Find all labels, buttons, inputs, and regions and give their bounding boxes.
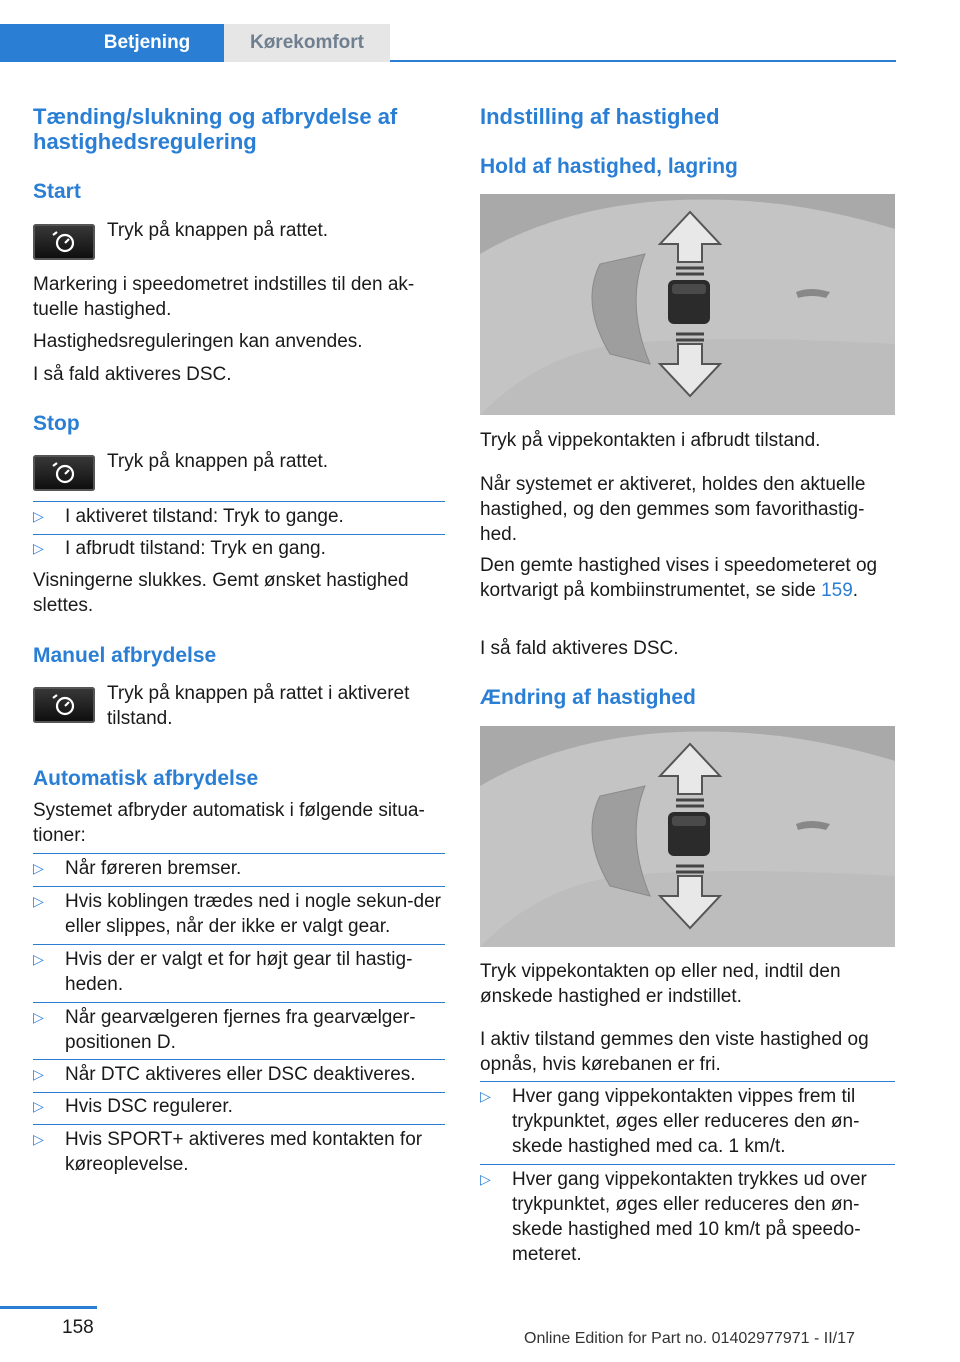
- list-item: ▷ Hvis koblingen trædes ned i nogle sekun-der eller slippes, når der ikke er valgt gear.: [33, 891, 441, 937]
- manual-button-text: Tryk på knappen på rattet i aktiveret tilstand.: [107, 683, 410, 729]
- section-title-left: Tænding/slukning og afbrydelse af hastighedsregulering: [33, 104, 398, 154]
- edition-text: Online Edition for Part no. 01402977971 - II/17: [524, 1330, 855, 1347]
- page-number: 158: [62, 1317, 94, 1338]
- cruise-control-button-icon: [33, 687, 95, 723]
- list-item: ▷ I aktiveret tilstand: Tryk to gange.: [33, 506, 344, 527]
- bullet-triangle-icon: ▷: [33, 893, 44, 909]
- bullet-triangle-icon: ▷: [480, 1088, 491, 1104]
- stop-button-text: Tryk på knappen på rattet.: [107, 451, 329, 472]
- hold-para-3: Den gemte hastighed vises i speedometeret og kortvarigt på kombiinstrumentet, se side 159.: [480, 555, 878, 601]
- divider: [480, 1164, 895, 1165]
- start-para-1: Markering i speedometret indstilles til den ak-tuelle hastighed.: [33, 274, 415, 320]
- steering-wheel-rocker-image: [480, 194, 895, 415]
- stop-para-1: Visningerne slukkes. Gemt ønsket hastighed slettes.: [33, 570, 409, 616]
- divider: [33, 886, 445, 887]
- hold-heading: Hold af hastighed, lagring: [480, 155, 738, 178]
- start-heading: Start: [33, 180, 81, 203]
- divider: [480, 1081, 895, 1082]
- list-item: ▷ Hver gang vippekontakten trykkes ud over trykpunktet, øges eller reduceres den øn-skede hastighed med 10 km/t på speedo-meteret.: [480, 1169, 867, 1265]
- divider: [33, 534, 445, 535]
- footer-rule: [0, 1306, 97, 1309]
- header-rule: [390, 60, 896, 62]
- cruise-control-button-icon: [33, 224, 95, 260]
- steering-wheel-rocker-image: [480, 726, 895, 947]
- change-heading: Ændring af hastighed: [480, 686, 696, 709]
- divider: [33, 944, 445, 945]
- tab-betjening[interactable]: Betjening: [0, 24, 224, 62]
- list-item: ▷ Hver gang vippekontakten vippes frem til trykpunktet, øges eller reduceres den øn-skede hastighed med ca. 1 km/t.: [480, 1086, 860, 1157]
- hold-para-1: Tryk på vippekontakten i afbrudt tilstand.: [480, 430, 821, 451]
- auto-intro: Systemet afbryder automatisk i følgende situa-tioner:: [33, 800, 425, 846]
- bullet-triangle-icon: ▷: [33, 540, 44, 556]
- bullet-triangle-icon: ▷: [480, 1171, 491, 1187]
- auto-heading: Automatisk afbrydelse: [33, 767, 259, 790]
- bullet-triangle-icon: ▷: [33, 951, 44, 967]
- page-link[interactable]: 159: [821, 580, 853, 601]
- bullet-triangle-icon: ▷: [33, 860, 44, 876]
- divider: [33, 501, 445, 502]
- list-item: ▷ Hvis der er valgt et for højt gear til hastig-heden.: [33, 949, 413, 995]
- divider: [33, 1002, 445, 1003]
- stop-heading: Stop: [33, 412, 80, 435]
- divider: [33, 1092, 445, 1093]
- bullet-triangle-icon: ▷: [33, 508, 44, 524]
- start-button-text: Tryk på knappen på rattet.: [107, 220, 329, 241]
- list-item: ▷ Hvis SPORT+ aktiveres med kontakten for køreoplevelse.: [33, 1129, 423, 1175]
- cruise-control-button-icon: [33, 455, 95, 491]
- hold-para-2: Når systemet er aktiveret, holdes den aktuelle hastighed, og den gemmes som favorithastig-hed.: [480, 474, 866, 545]
- manual-heading: Manuel afbrydelse: [33, 644, 217, 667]
- tab-korekomfort[interactable]: Kørekomfort: [224, 24, 390, 62]
- bullet-triangle-icon: ▷: [33, 1131, 44, 1147]
- start-para-3: I så fald aktiveres DSC.: [33, 364, 232, 385]
- start-para-2: Hastighedsreguleringen kan anvendes.: [33, 331, 363, 352]
- divider: [33, 1124, 445, 1125]
- header-tabs: [0, 24, 896, 62]
- hold-para-4: I så fald aktiveres DSC.: [480, 638, 679, 659]
- list-item: ▷ Når gearvælgeren fjernes fra gearvælger-positionen D.: [33, 1007, 416, 1053]
- section-title-right: Indstilling af hastighed: [480, 104, 720, 129]
- change-para-1: Tryk vippekontakten op eller ned, indtil den ønskede hastighed er indstillet.: [480, 961, 841, 1007]
- bullet-triangle-icon: ▷: [33, 1009, 44, 1025]
- change-para-2: I aktiv tilstand gemmes den viste hastighed og opnås, hvis kørebanen er fri.: [480, 1029, 869, 1075]
- divider: [33, 1059, 445, 1060]
- list-item: ▷ Hvis DSC regulerer.: [33, 1096, 233, 1117]
- list-item: ▷ Når DTC aktiveres eller DSC deaktiveres.: [33, 1064, 416, 1085]
- bullet-triangle-icon: ▷: [33, 1066, 44, 1082]
- divider: [33, 853, 445, 854]
- list-item: ▷ Når føreren bremser.: [33, 858, 242, 879]
- bullet-triangle-icon: ▷: [33, 1098, 44, 1114]
- list-item: ▷ I afbrudt tilstand: Tryk en gang.: [33, 538, 326, 559]
